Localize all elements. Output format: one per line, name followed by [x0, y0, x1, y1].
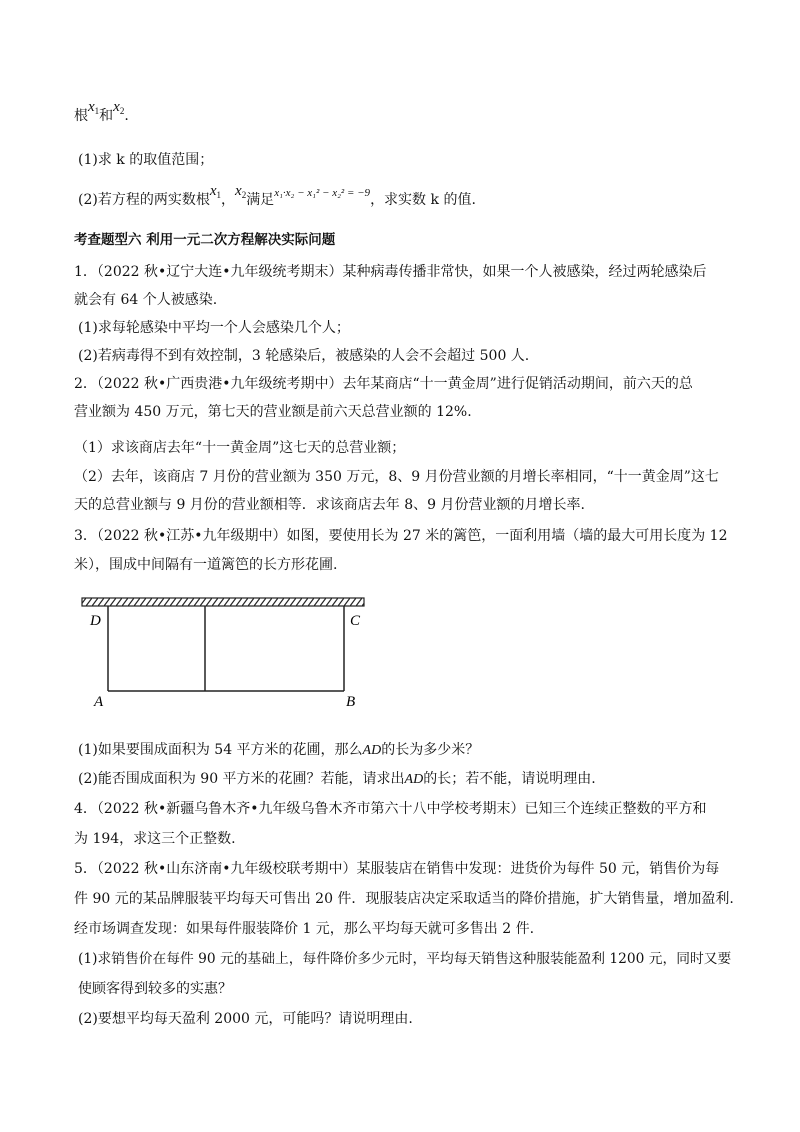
q2-middle: 满足 [246, 192, 275, 208]
x2-symbol: $x_2$ [113, 99, 125, 116]
q2-prefix: (2)若方程的两实数根 [78, 192, 210, 208]
p3-sub1-prefix: (1)如果要围成面积为 54 平方米的花圃，那么 [78, 742, 363, 758]
segment-ad: AD [362, 743, 382, 758]
p3-sub2-prefix: (2)能否围成面积为 90 平方米的花圃？若能，请求出 [78, 771, 405, 787]
q2-comma: ， [221, 192, 236, 208]
problem-3-sub-1 [78, 740, 738, 761]
problem-4-line-2: 为 194，求这三个正整数. [74, 831, 236, 847]
problem-3-line-1: 3．（2022 秋•江苏•九年级期中）如图，要使用长为 27 米的篱笆，一面利用墙（墙的最大可用长度为 12 [74, 528, 728, 544]
problem-5-line-1: 5．（2022 秋•山东济南•九年级校联考期中）某服装店在销售中发现：进货价为每件 50 元，销售价为每 [74, 861, 720, 877]
problem-3-sub-2 [78, 769, 738, 790]
problem-2-line-2: 营业额为 450 万元，第七天的营业额是前六天总营业额的 12%. [74, 404, 472, 420]
problem-2-sub-2b: 天的总营业额与 9 月份的营业额相等．求该商店去年 8、9 月份营业额的月增长率. [74, 497, 585, 513]
garden-fence-diagram [74, 590, 374, 715]
problem-2-sub-2a: （2）去年，该商店 7 月份的营业额为 350 万元，8、9 月份营业额的月增长率相同，“十一黄金周”这七 [74, 469, 719, 485]
x1-symbol: $x_1$ [209, 183, 222, 200]
x2-symbol: $x_2$ [235, 183, 247, 200]
problem-3-line-2: 米），围成中间隔有一道篱笆的长方形花圃. [74, 557, 338, 573]
problem-1-sub-2: (2)若病毒得不到有效控制，3 轮感染后，被感染的人会不会超过 500 人. [78, 348, 530, 364]
p3-sub1-suffix: 的长为多少米？ [381, 742, 480, 758]
problem-5-sub-2: (2)要想平均每天盈利 2000 元，可能吗？请说明理由. [78, 1011, 413, 1027]
problem-5-sub-1a: (1)求销售价在每件 90 元的基础上，每件降价多少元时，平均每天销售这种服装能盈利 1200 元，同时又要 [78, 951, 732, 967]
wall [82, 598, 364, 606]
question-part-1: (1)求 k 的取值范围； [78, 152, 214, 168]
x1-symbol: $x_1$ [88, 99, 100, 116]
p3-sub2-suffix: 的长；若不能，请说明理由. [423, 771, 596, 787]
intro-and-word: 和 [99, 108, 114, 124]
problem-5-line-2: 件 90 元的某品牌服装平均每天可售出 20 件．现服装店决定采取适当的降价措施，扩大销售量，增加盈利. [74, 891, 734, 907]
problem-4-line-1: 4．（2022 秋•新疆乌鲁木齐•九年级乌鲁木齐市第六十八中学校考期末）已知三个连续正整数的平方和 [74, 801, 707, 817]
problem-1-sub-1: (1)求每轮感染中平均一个人会感染几个人； [78, 320, 350, 336]
problem-2-sub-1: （1）求该商店去年“十一黄金周”这七天的总营业额； [74, 440, 406, 456]
intro-period: . [124, 108, 129, 124]
problem-1-line-1: 1．（2022 秋•辽宁大连•九年级统考期末）某种病毒传播非常快，如果一个人被感染，经过两轮感染后 [74, 264, 707, 280]
intro-line [74, 99, 734, 130]
section-title: 考查题型六 利用一元二次方程解决实际问题 [74, 232, 336, 248]
problem-5-line-3: 经市场调查发现：如果每件服装降价 1 元，那么平均每天就可多售出 2 件. [74, 921, 535, 937]
problem-5-sub-1b: 使顾客得到较多的实惠？ [78, 981, 232, 997]
label-B: B [346, 694, 356, 710]
question-part-2 [78, 183, 738, 214]
q2-suffix: ，求实数 k 的值. [370, 192, 476, 208]
intro-root-word: 根 [74, 108, 88, 124]
problem-2-line-1: 2．（2022 秋•广西贵港•九年级统考期中）去年某商店“十一黄金周”进行促销活动期间，前六天的总 [74, 376, 693, 392]
q2-equation: x₁·x₂ − x₁² − x₂² = −9 [274, 187, 371, 199]
problem-1-line-2: 就会有 64 个人被感染. [74, 292, 218, 308]
label-C: C [350, 613, 361, 629]
label-A: A [94, 694, 104, 710]
segment-ad: AD [404, 772, 424, 787]
label-D: D [90, 613, 101, 629]
